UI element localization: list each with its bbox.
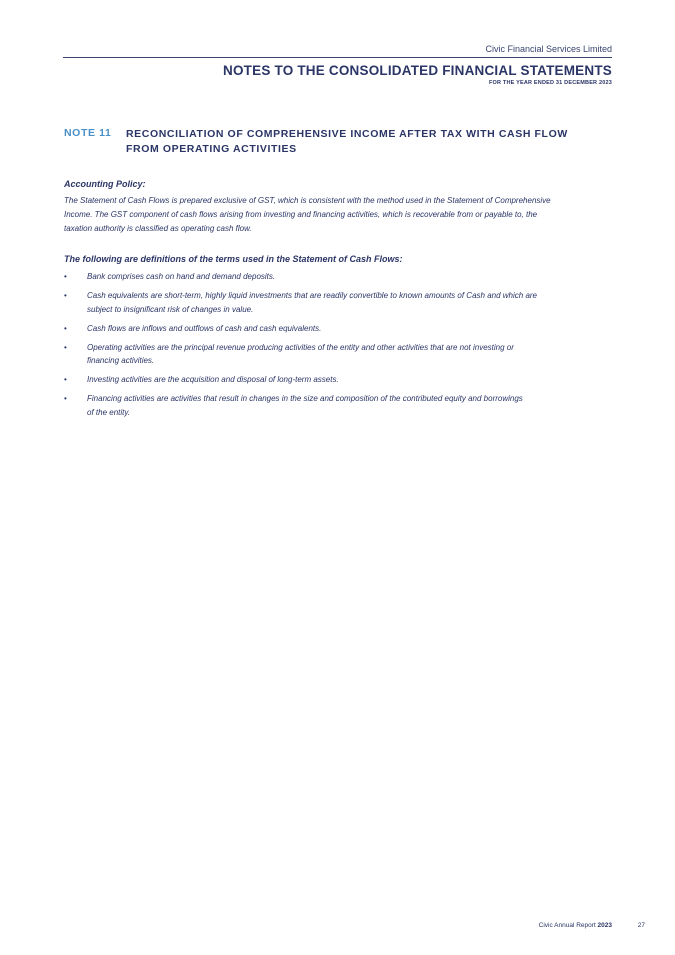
definitions-heading: The following are definitions of the terms used in the Statement of Cash Flows: — [64, 254, 403, 264]
list-item-text: Cash flows are inflows and outflows of cash and cash equivalents. — [87, 323, 322, 333]
list-item-text: financing activities. — [87, 356, 155, 365]
bullet-icon: • — [64, 272, 67, 281]
list-item-text: of the entity. — [87, 407, 130, 417]
list-item — [64, 289, 619, 316]
list-item — [64, 373, 619, 387]
accounting-policy-heading: Accounting Policy: — [64, 179, 146, 189]
page-number: 27 — [637, 922, 645, 929]
list-item-text: Cash equivalents are short-term, highly liquid investments that are readily convertible to known amounts of Cash and which are — [87, 291, 538, 300]
list-item-text: Bank comprises cash on hand and demand deposits. — [87, 272, 276, 281]
accounting-policy-text — [64, 194, 619, 236]
footer-report-year: 2023 — [597, 922, 612, 929]
list-item — [64, 322, 619, 336]
page-title: NOTES TO THE CONSOLIDATED FINANCIAL STATEMENTS — [223, 63, 612, 78]
note-number: NOTE 11 — [64, 127, 112, 139]
policy-line: taxation authority is classified as operating cash flow. — [64, 224, 252, 233]
bullet-icon: • — [64, 394, 67, 403]
list-item-text: Investing activities are the acquisition and disposal of long-term assets. — [87, 375, 339, 384]
bullet-icon: • — [64, 342, 67, 352]
bullet-icon: • — [64, 375, 67, 384]
company-name: Civic Financial Services Limited — [485, 44, 612, 54]
note-heading — [126, 127, 596, 157]
list-item-text: Operating activities are the principal revenue producing activities of the entity and other activities that are not investing or — [87, 342, 514, 352]
definitions-list — [64, 270, 619, 425]
bullet-icon: • — [64, 291, 67, 300]
policy-line: Income. The GST component of cash flows arising from investing and financing activities, which is recoverable from or payable to, the — [64, 210, 538, 219]
list-item — [64, 270, 619, 284]
footer-report-name: Civic Annual Report — [538, 922, 596, 929]
list-item-text: Financing activities are activities that result in changes in the size and composition of the contributed equity and borrowings — [87, 394, 523, 403]
policy-line: The Statement of Cash Flows is prepared exclusive of GST, which is consistent with the method used in the Statement of Comprehensive — [64, 196, 551, 205]
note-heading-line: RECONCILIATION OF COMPREHENSIVE INCOME AFTER TAX WITH CASH FLOW — [126, 128, 568, 140]
note-heading-line: FROM OPERATING ACTIVITIES — [126, 143, 297, 155]
header-divider — [63, 57, 612, 58]
footer-report-label — [539, 922, 612, 929]
bullet-icon: • — [64, 323, 67, 333]
list-item-text: subject to insignificant risk of changes in value. — [87, 304, 254, 314]
list-item — [64, 341, 619, 368]
page-subtitle: FOR THE YEAR ENDED 31 DECEMBER 2023 — [488, 80, 612, 86]
list-item — [64, 392, 619, 419]
